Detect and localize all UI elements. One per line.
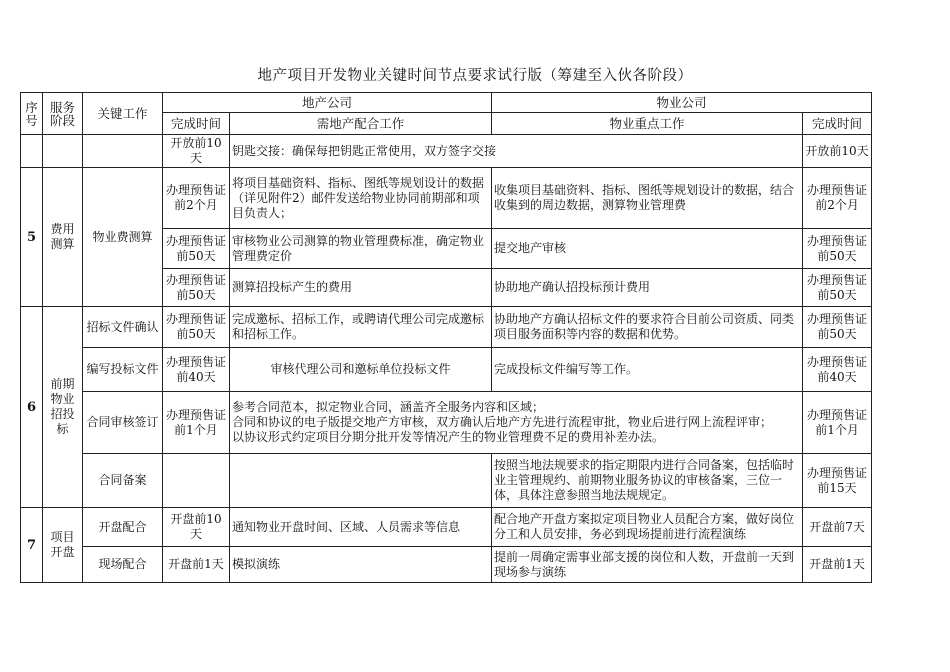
key-work-cell: 编写投标文件 [83,348,163,392]
dev-time-cell [163,454,230,508]
header-prop-time: 完成时间 [803,113,872,135]
seq-cell: 6 [21,307,43,508]
header-seq: 序号 [21,93,43,135]
header-stage: 服务阶段 [43,93,83,135]
seq-cell: 5 [21,168,43,307]
prop-time-cell: 开放前10天 [803,135,872,168]
table-row [21,392,872,454]
key-work-cell: 现场配合 [83,547,163,583]
dev-time-cell: 开盘前1天 [163,547,230,583]
dev-time-cell: 办理预售证前50天 [163,229,230,269]
header-property: 物业公司 [492,93,872,113]
dev-work-cell: 通知物业开盘时间、区域、人员需求等信息 [230,508,492,547]
prop-work-cell: 提前一周确定需事业部支援的岗位和人数，开盘前一天到现场参与演练 [492,547,803,583]
dev-time-cell: 办理预售证前50天 [163,307,230,348]
key-work-cell: 开盘配合 [83,508,163,547]
table-row [21,168,872,229]
stage-cell: 项目开盘 [43,508,83,583]
seq-cell [21,135,43,168]
header-dev-time: 完成时间 [163,113,230,135]
dev-work-cell: 审核代理公司和邀标单位投标文件 [230,348,492,392]
dev-work-cell: 测算招投标产生的费用 [230,269,492,307]
dev-time-cell: 办理预售证前40天 [163,348,230,392]
header-dev-work: 需地产配合工作 [230,113,492,135]
prop-time-cell: 办理预售证前1个月 [803,392,872,454]
header-row-1 [21,93,872,113]
prop-work-cell: 收集项目基础资料、指标、图纸等规划设计的数据，结合收集到的周边数据，测算物业管理费 [492,168,803,229]
prop-time-cell: 办理预售证前40天 [803,348,872,392]
dev-work-cell: 将项目基础资料、指标、图纸等规划设计的数据（详见附件2）邮件发送给物业协同前期部和项目负责人； [230,168,492,229]
merged-work-cell: 参考合同范本，拟定物业合同，涵盖齐全服务内容和区域； 合同和协议的电子版提交地产方审核，双方确认后地产方先进行流程审批，物业后进行网上流程评审； 以协议形式约定项目分期分批开发等情况产生的物业管理费不足的费用补差办法。 [230,392,803,454]
prop-work-cell: 协助地产确认招投标预计费用 [492,269,803,307]
table-row [21,135,872,168]
prop-time-cell: 办理预售证前50天 [803,307,872,348]
stage-cell: 费用测算 [43,168,83,307]
prop-work-cell: 按照当地法规要求的指定期限内进行合同备案，包括临时业主管理规约、前期物业服务协议的审核备案，三位一体，具体注意参照当地法规规定。 [492,454,803,508]
prop-work-cell: 提交地产审核 [492,229,803,269]
prop-time-cell: 开盘前1天 [803,547,872,583]
dev-work-cell: 审核物业公司测算的物业管理费标准，确定物业管理费定价 [230,229,492,269]
table-row [21,307,872,348]
dev-work-cell [230,454,492,508]
prop-time-cell: 办理预售证前2个月 [803,168,872,229]
key-work-cell: 物业费测算 [83,168,163,307]
prop-time-cell: 办理预售证前15天 [803,454,872,508]
table-row [21,454,872,508]
table-row [21,547,872,583]
dev-time-cell: 开盘前10天 [163,508,230,547]
key-work-cell: 合同备案 [83,454,163,508]
stage-cell [43,135,83,168]
seq-cell: 7 [21,508,43,583]
stage-cell: 前期物业招投标 [43,307,83,508]
prop-time-cell: 办理预售证前50天 [803,229,872,269]
table-row [21,348,872,392]
dev-time-cell: 办理预售证前50天 [163,269,230,307]
dev-time-cell: 开放前10天 [163,135,230,168]
dev-work-cell: 完成邀标、招标工作，或聘请代理公司完成邀标和招标工作。 [230,307,492,348]
prop-work-cell: 配合地产开盘方案拟定项目物业人员配合方案，做好岗位分工和人员安排，务必到现场提前进行流程演练 [492,508,803,547]
key-work-cell [83,135,163,168]
prop-work-cell: 协助地产方确认招标文件的要求符合目前公司资质、同类项目服务面积等内容的数据和优势。 [492,307,803,348]
header-key-work: 关键工作 [83,93,163,135]
merged-work-cell: 钥匙交接：确保每把钥匙正常使用，双方签字交接 [230,135,803,168]
header-prop-work: 物业重点工作 [492,113,803,135]
header-developer: 地产公司 [163,93,492,113]
prop-work-cell: 完成投标文件编写等工作。 [492,348,803,392]
table-row [21,508,872,547]
dev-work-cell: 模拟演练 [230,547,492,583]
key-work-cell: 招标文件确认 [83,307,163,348]
timeline-table [20,92,872,583]
key-work-cell: 合同审核签订 [83,392,163,454]
prop-time-cell: 办理预售证前50天 [803,269,872,307]
dev-time-cell: 办理预售证前1个月 [163,392,230,454]
dev-time-cell: 办理预售证前2个月 [163,168,230,229]
prop-time-cell: 开盘前7天 [803,508,872,547]
page-title: 地产项目开发物业关键时间节点要求试行版（筹建至入伙各阶段） [257,68,693,84]
